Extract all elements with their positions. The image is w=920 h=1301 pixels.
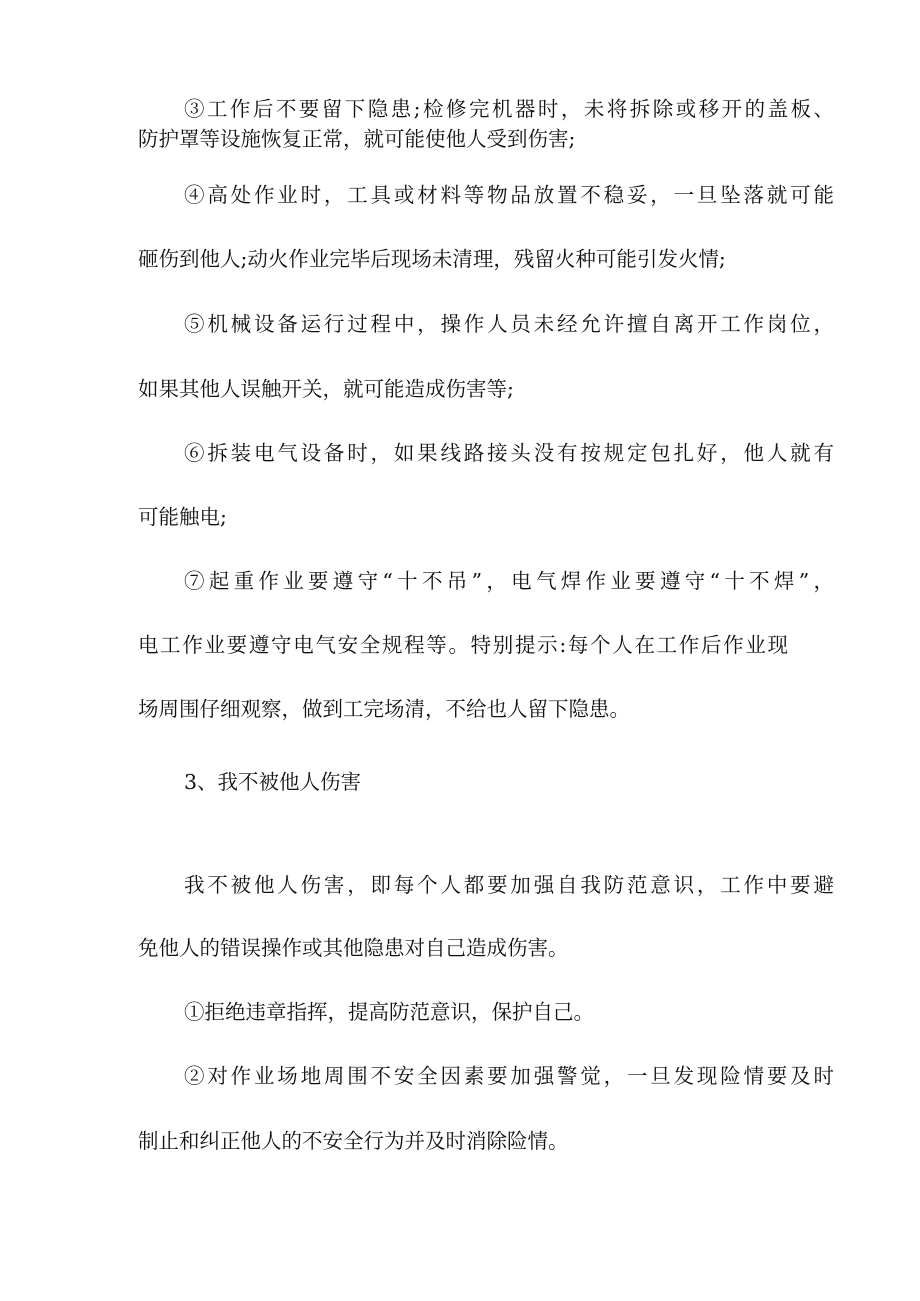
paragraph-line: 电工作业要遵守电气安全规程等。特别提示:每个人在工作后作业现 [138, 633, 788, 657]
paragraph-line: ②对作业场地周围不安全因素要加强警觉，一旦发现险情要及时 [184, 1064, 834, 1088]
paragraph-line: 场周围仔细观察，做到工完场清，不给也人留下隐患。 [138, 697, 630, 721]
paragraph-line: 可能触电; [138, 505, 227, 529]
paragraph-line: 免他人的错误操作或其他隐患对自己造成伤害。 [138, 936, 569, 960]
section-heading: 3、我不被他人伤害 [184, 770, 362, 794]
paragraph-line: 制止和纠正他人的不安全行为并及时消除险情。 [138, 1129, 569, 1153]
paragraph-line: 如果其他人误触开关，就可能造成伤害等; [138, 377, 514, 401]
paragraph-line: ④高处作业时，工具或材料等物品放置不稳妥，一旦坠落就可能 [184, 183, 834, 207]
paragraph-line: 砸伤到他人;动火作业完毕后现场未清理，残留火种可能引发火情; [138, 247, 726, 271]
paragraph-line: 我不被他人伤害，即每个人都要加强自我防范意识，工作中要避 [184, 873, 834, 897]
paragraph-line: 防护罩等设施恢复正常，就可能使他人受到伤害; [138, 127, 576, 151]
paragraph-line: ①拒绝违章指挥，提高防范意识，保护自己。 [184, 1000, 594, 1024]
paragraph-line: ⑦起重作业要遵守“十不吊”，电气焊作业要遵守“十不焊”， [184, 569, 834, 593]
paragraph-line: ⑤机械设备运行过程中，操作人员未经允许擅自离开工作岗位， [184, 312, 834, 336]
paragraph-line: ⑥拆装电气设备时，如果线路接头没有按规定包扎好，他人就有 [184, 441, 834, 465]
paragraph-line: ③工作后不要留下隐患;检修完机器时，未将拆除或移开的盖板、 [184, 97, 834, 121]
